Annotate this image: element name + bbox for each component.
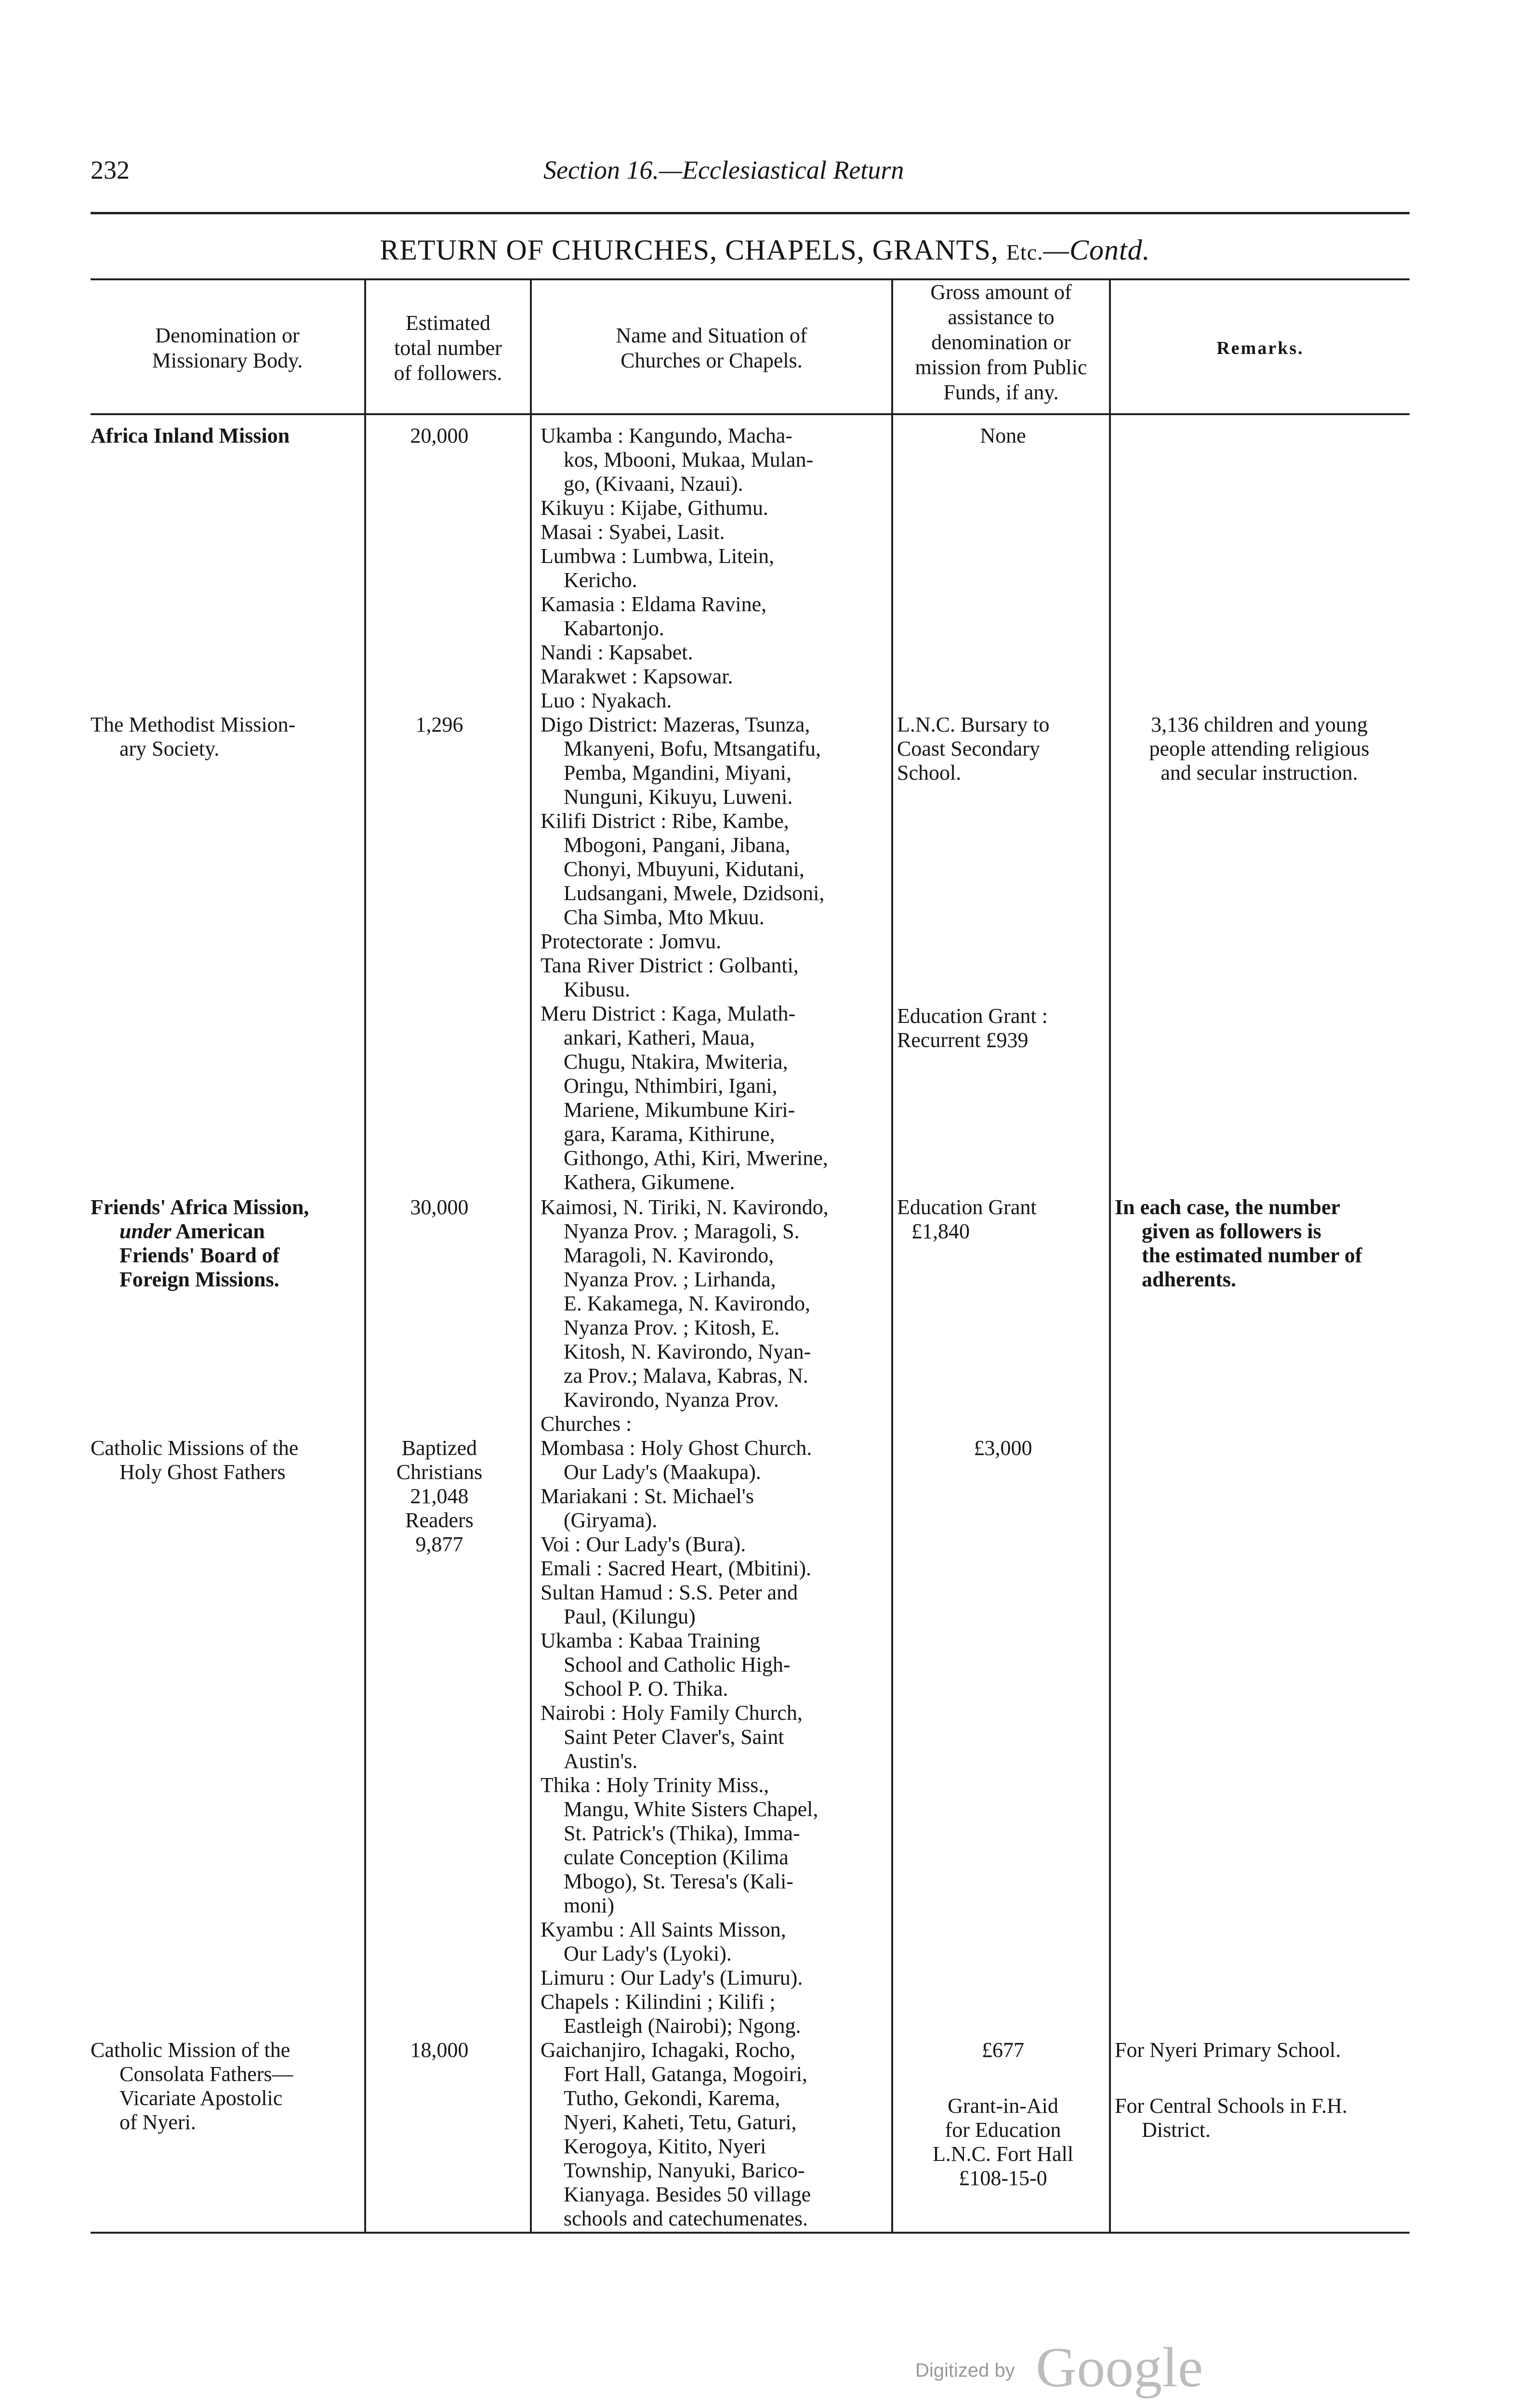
churches-cell-line: Pemba, Mgandini, Miyani, [564, 761, 791, 785]
churches-cell-line: Mangu, White Sisters Chapel, [564, 1797, 818, 1821]
denomination-cell-line: Catholic Mission of the [91, 2038, 290, 2062]
denomination-cell [91, 1195, 360, 1292]
google-logo: Google [1036, 2336, 1203, 2399]
churches-cell-line: Nunguni, Kikuyu, Luweni. [564, 785, 793, 809]
churches-cell-line: Lumbwa : Lumbwa, Litein, [541, 544, 775, 568]
table-bottom-rule [91, 2232, 1410, 2234]
churches-cell-line: Kathera, Gikumene. [564, 1170, 735, 1194]
grants-cell-secondary-line: Education Grant : [897, 1004, 1048, 1028]
grants-cell-secondary-line: for Education [945, 2118, 1061, 2142]
remarks-cell [1115, 713, 1404, 785]
followers-cell [367, 1195, 512, 1219]
grants-cell-line: £677 [982, 2038, 1024, 2062]
grants-cell-secondary [897, 1004, 1109, 1052]
remarks-cell [1115, 1195, 1404, 1292]
table-title-contd: —Contd. [1043, 234, 1150, 266]
top-rule [91, 212, 1410, 214]
denomination-cell-line: Foreign Missions. [119, 1268, 279, 1291]
denomination-cell-line: Vicariate Apostolic [119, 2086, 283, 2110]
remarks-cell-line: the estimated number of [1142, 1243, 1362, 1267]
denomination-cell-line: of Nyeri. [119, 2110, 196, 2134]
churches-cell-line: schools and catechumenates. [564, 2207, 808, 2230]
churches-cell-line: moni) [564, 1894, 615, 1917]
churches-cell-line: Luo : Nyakach. [541, 689, 672, 712]
followers-cell-line: Readers [405, 1508, 474, 1532]
churches-cell-line: Kerogoya, Kitito, Nyeri [564, 2134, 766, 2158]
churches-cell [541, 424, 878, 713]
churches-cell-line: Tana River District : Golbanti, [541, 954, 799, 977]
churches-cell-line: Tutho, Gekondi, Karema, [564, 2086, 780, 2110]
churches-cell-line: gara, Karama, Kithirune, [564, 1122, 775, 1146]
churches-cell-line: Voi : Our Lady's (Bura). [541, 1532, 746, 1556]
page-number: 232 [91, 156, 130, 184]
grants-cell-secondary-line: Recurrent £939 [897, 1028, 1029, 1052]
churches-cell-line: Churches : [541, 1412, 632, 1436]
churches-cell-line: Protectorate : Jomvu. [541, 929, 722, 953]
remarks-cell-line: and secular instruction. [1161, 761, 1358, 785]
denomination-cell-line: Consolata Fathers— [119, 2062, 293, 2086]
churches-cell-line: Sultan Hamud : S.S. Peter and [541, 1581, 798, 1604]
churches-cell-line: Limuru : Our Lady's (Limuru). [541, 1966, 803, 1989]
followers-cell [367, 424, 512, 448]
churches-cell-line: Mombasa : Holy Ghost Church. [541, 1436, 812, 1460]
grants-cell [897, 2038, 1109, 2062]
churches-cell-line: Kabartonjo. [564, 616, 664, 640]
churches-cell-line: Gaichanjiro, Ichagaki, Rocho, [541, 2038, 796, 2062]
grants-cell [897, 713, 1109, 785]
churches-cell-line: Mariakani : St. Michael's [541, 1484, 754, 1508]
followers-cell-line: Christians [396, 1460, 483, 1484]
grants-cell-secondary [897, 2094, 1109, 2190]
churches-cell-line: Chonyi, Mbuyuni, Kidutani, [564, 857, 805, 881]
churches-cell-line: Mbogoni, Pangani, Jibana, [564, 833, 791, 857]
churches-cell-line: Ukamba : Kangundo, Macha- [541, 424, 792, 447]
column-divider [891, 278, 893, 2232]
churches-cell-line: Paul, (Kilungu) [564, 1605, 696, 1628]
denomination-cell [91, 713, 360, 761]
churches-cell-line: Emali : Sacred Heart, (Mbitini). [541, 1557, 812, 1580]
followers-cell-line: 21,048 [410, 1484, 469, 1508]
churches-cell-line: Kikuyu : Kijabe, Githumu. [541, 496, 768, 520]
remarks-cell-secondary-line: District. [1142, 2118, 1211, 2142]
churches-cell-line: Githongo, Athi, Kiri, Mwerine, [564, 1146, 828, 1170]
churches-cell-line: Kaimosi, N. Tiriki, N. Kavirondo, [541, 1195, 829, 1219]
churches-cell-line: Mbogo), St. Teresa's (Kali- [564, 1870, 793, 1893]
followers-cell [367, 1436, 512, 1557]
grants-cell-line: Coast Secondary [897, 737, 1040, 760]
churches-cell-line: Meru District : Kaga, Mulath- [541, 1002, 796, 1025]
remarks-cell-line: In each case, the number [1115, 1195, 1341, 1219]
churches-cell-line: Thika : Holy Trinity Miss., [541, 1773, 769, 1797]
remarks-cell-line: 3,136 children and young [1151, 713, 1368, 736]
running-title: Section 16.—Ecclesiastical Return [543, 156, 904, 184]
grants-cell-secondary-line: L.N.C. Fort Hall [932, 2142, 1074, 2166]
remarks-cell-line: adherents. [1142, 1268, 1236, 1291]
grants-cell-line: £1,840 [911, 1219, 970, 1243]
denomination-cell-line: Friends' Africa Mission, [91, 1195, 309, 1219]
followers-cell-line: 30,000 [410, 1195, 469, 1219]
denomination-cell-line: ary Society. [119, 737, 220, 760]
followers-cell-line: 1,296 [415, 713, 463, 736]
followers-cell [367, 2038, 512, 2062]
churches-cell-line: E. Kakamega, N. Kavirondo, [564, 1292, 810, 1315]
churches-cell-line: Kitosh, N. Kavirondo, Nyan- [564, 1340, 811, 1363]
grants-cell-secondary-line: Grant-in-Aid [948, 2094, 1058, 2118]
churches-cell-line: Eastleigh (Nairobi); Ngong. [564, 2014, 801, 2038]
churches-cell-line: Masai : Syabei, Lasit. [541, 520, 725, 544]
grants-cell-line: None [980, 424, 1026, 447]
denomination-cell-line: Catholic Missions of the [91, 1436, 299, 1460]
remarks-cell-secondary [1115, 2094, 1404, 2142]
denomination-cell [91, 424, 360, 448]
column-divider [364, 278, 366, 2232]
followers-cell [367, 713, 512, 737]
remarks-cell-secondary-line: For Central Schools in F.H. [1115, 2094, 1347, 2118]
grants-cell-line: School. [897, 761, 962, 785]
remarks-cell-line: For Nyeri Primary School. [1115, 2038, 1341, 2062]
churches-cell-line: Kyambu : All Saints Misson, [541, 1918, 786, 1941]
churches-cell [541, 2038, 878, 2231]
churches-cell-line: Maragoli, N. Kavirondo, [564, 1243, 774, 1267]
churches-cell-line: Kilifi District : Ribe, Kambe, [541, 809, 789, 833]
churches-cell-line: Kavirondo, Nyanza Prov. [564, 1388, 779, 1412]
churches-cell-line: Austin's. [564, 1749, 638, 1773]
grants-cell-line: £3,000 [974, 1436, 1032, 1460]
column-divider [1109, 278, 1111, 2232]
grants-cell [897, 1195, 1109, 1243]
footer-digitized-label: Digitized by [915, 2360, 1015, 2381]
churches-cell-line: Mkanyeni, Bofu, Mtsangatifu, [564, 737, 821, 760]
followers-cell-line: 9,877 [415, 1532, 463, 1556]
column-header-churches: Name and Situation of Churches or Chapels. [616, 323, 807, 372]
followers-cell-line: 18,000 [410, 2038, 469, 2062]
churches-cell [541, 1195, 878, 1436]
remarks-cell-line: given as followers is [1142, 1219, 1321, 1243]
churches-cell-line: Digo District: Mazeras, Tsunza, [541, 713, 810, 736]
table-header-rule [91, 413, 1410, 415]
churches-cell-line: Marakwet : Kapsowar. [541, 665, 733, 688]
churches-cell-line: Nyanza Prov. ; Lirhanda, [564, 1268, 776, 1291]
churches-cell [541, 1436, 878, 2038]
churches-cell-line: Fort Hall, Gatanga, Mogoiri, [564, 2062, 807, 2086]
table-title-main: RETURN OF CHURCHES, CHAPELS, GRANTS, [380, 234, 1006, 266]
churches-cell-line: Nandi : Kapsabet. [541, 641, 693, 664]
grants-cell [897, 424, 1109, 448]
churches-cell-line: culate Conception (Kilima [564, 1845, 789, 1869]
churches-cell-line: Kianyaga. Besides 50 village [564, 2183, 811, 2206]
italic-under: under [119, 1219, 171, 1243]
denomination-cell-line: under American [119, 1219, 265, 1243]
grants-cell-line: L.N.C. Bursary to [897, 713, 1050, 736]
denomination-cell-line: The Methodist Mission- [91, 713, 296, 736]
denomination-cell-line: Africa Inland Mission [91, 424, 290, 447]
grants-cell-line: Education Grant [897, 1195, 1037, 1219]
churches-cell-line: Nyeri, Kaheti, Tetu, Gaturi, [564, 2110, 797, 2134]
remarks-cell [1115, 2038, 1404, 2062]
column-header-grants: Gross amount of assistance to denomination or mission from Public Funds, if any. [915, 280, 1087, 404]
churches-cell-line: Mariene, Mikumbune Kiri- [564, 1098, 795, 1122]
churches-cell-line: Cha Simba, Mto Mkuu. [564, 905, 765, 929]
churches-cell-line: Nyanza Prov. ; Kitosh, E. [564, 1316, 780, 1339]
table-title-etc: Etc. [1006, 240, 1043, 264]
churches-cell-line: Ludsangani, Mwele, Dzidsoni, [564, 881, 825, 905]
churches-cell-line: School and Catholic High- [564, 1653, 791, 1676]
churches-cell-line: Nyanza Prov. ; Maragoli, S. [564, 1219, 800, 1243]
column-header-remarks: Remarks. [1216, 338, 1304, 358]
churches-cell-line: Our Lady's (Maakupa). [564, 1460, 761, 1484]
churches-cell-line: Chapels : Kilindini ; Kilifi ; [541, 1990, 776, 2014]
churches-cell-line: Township, Nanyuki, Barico- [564, 2159, 805, 2182]
churches-cell-line: Saint Peter Claver's, Saint [564, 1725, 784, 1749]
churches-cell [541, 713, 878, 1194]
churches-cell-line: za Prov.; Malava, Kabras, N. [564, 1364, 808, 1387]
table-title [0, 234, 1530, 267]
column-divider [530, 278, 532, 2232]
denomination-cell [91, 1436, 360, 1484]
churches-cell-line: Kibusu. [564, 978, 631, 1001]
grants-cell-secondary-line: £108-15-0 [959, 2166, 1047, 2190]
churches-cell-line: Kamasia : Eldama Ravine, [541, 592, 767, 616]
column-header-followers: Estimated total number of followers. [394, 311, 502, 385]
churches-cell-line: St. Patrick's (Thika), Imma- [564, 1821, 800, 1845]
column-header-denomination: Denomination or Missionary Body. [152, 323, 303, 372]
churches-cell-line: Nairobi : Holy Family Church, [541, 1701, 803, 1725]
denomination-cell [91, 2038, 360, 2134]
table-top-rule [91, 278, 1410, 280]
churches-cell-line: Kericho. [564, 568, 637, 592]
churches-cell-line: kos, Mbooni, Mukaa, Mulan- [564, 448, 814, 471]
denomination-cell-line: Holy Ghost Fathers [119, 1460, 286, 1484]
followers-cell-line: 20,000 [410, 424, 469, 447]
churches-cell-line: (Giryama). [564, 1508, 658, 1532]
churches-cell-line: Chugu, Ntakira, Mwiteria, [564, 1050, 788, 1073]
denomination-cell-line: Friends' Board of [119, 1243, 280, 1267]
churches-cell-line: Our Lady's (Lyoki). [564, 1942, 732, 1965]
grants-cell [897, 1436, 1109, 1460]
churches-cell-line: ankari, Katheri, Maua, [564, 1026, 755, 1049]
churches-cell-line: go, (Kivaani, Nzaui). [564, 472, 743, 496]
churches-cell-line: Oringu, Nthimbiri, Igani, [564, 1074, 778, 1098]
churches-cell-line: School P. O. Thika. [564, 1677, 728, 1701]
remarks-cell-line: people attending religious [1149, 737, 1370, 760]
followers-cell-line: Baptized [401, 1436, 477, 1460]
churches-cell-line: Ukamba : Kabaa Training [541, 1629, 760, 1652]
